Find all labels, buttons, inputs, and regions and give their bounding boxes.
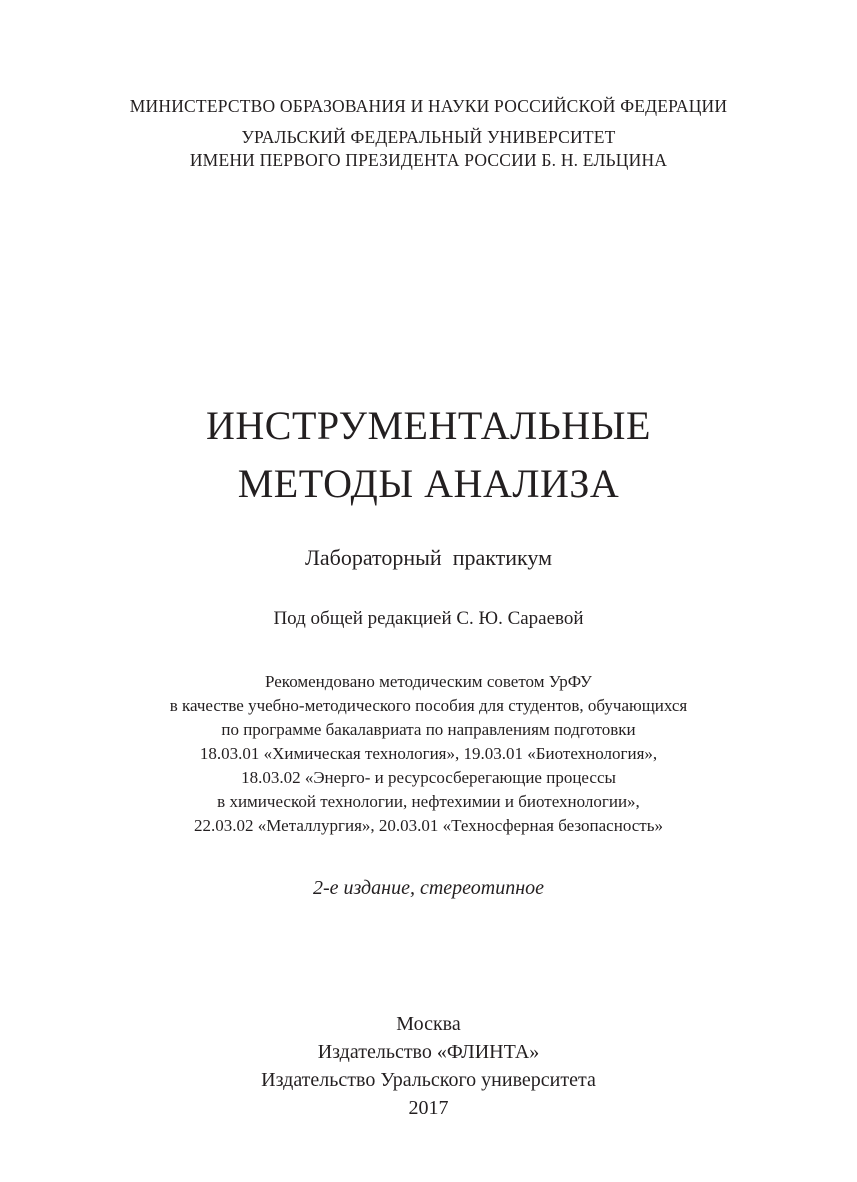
edition-note: 2-е издание, стереотипное — [312, 877, 545, 899]
book-title-line-2: МЕТОДЫ АНАЛИЗА — [237, 461, 620, 506]
imprint-city: Москва — [396, 1013, 461, 1035]
book-subtitle: Лабораторный практикум — [304, 545, 553, 570]
recommendation-line: Рекомендовано методическим советом УрФУ — [265, 672, 592, 691]
recommendation-line: 18.03.02 «Энерго- и ресурсосберегающие процессы — [241, 768, 616, 787]
recommendation-line: 18.03.01 «Химическая технология», 19.03.01 «Биотехнология», — [199, 744, 658, 763]
recommendation-line: в химической технологии, нефтехимии и биотехнологии», — [217, 792, 640, 811]
university-name-continued: ИМЕНИ ПЕРВОГО ПРЕЗИДЕНТА РОССИИ Б. Н. ЕЛЬЦИНА — [189, 150, 668, 170]
university-name: УРАЛЬСКИЙ ФЕДЕРАЛЬНЫЙ УНИВЕРСИТЕТ — [241, 127, 616, 147]
recommendation-line: в качестве учебно-методического пособия для студентов, обучающихся — [169, 696, 688, 715]
ministry-name: МИНИСТЕРСТВО ОБРАЗОВАНИЯ И НАУКИ РОССИЙСКОЙ ФЕДЕРАЦИИ — [129, 96, 728, 116]
imprint-publisher: Издательство «ФЛИНТА» — [317, 1041, 540, 1063]
book-title-line-1: ИНСТРУМЕНТАЛЬНЫЕ — [206, 403, 651, 448]
editor-credit: Под общей редакцией С. Ю. Сараевой — [273, 608, 584, 629]
imprint-year: 2017 — [408, 1097, 449, 1119]
recommendation-line: 22.03.02 «Металлургия», 20.03.01 «Техносферная безопасность» — [194, 816, 663, 835]
imprint-publisher-university: Издательство Уральского университета — [261, 1069, 596, 1091]
recommendation-line: по программе бакалавриата по направлениям подготовки — [221, 720, 636, 739]
